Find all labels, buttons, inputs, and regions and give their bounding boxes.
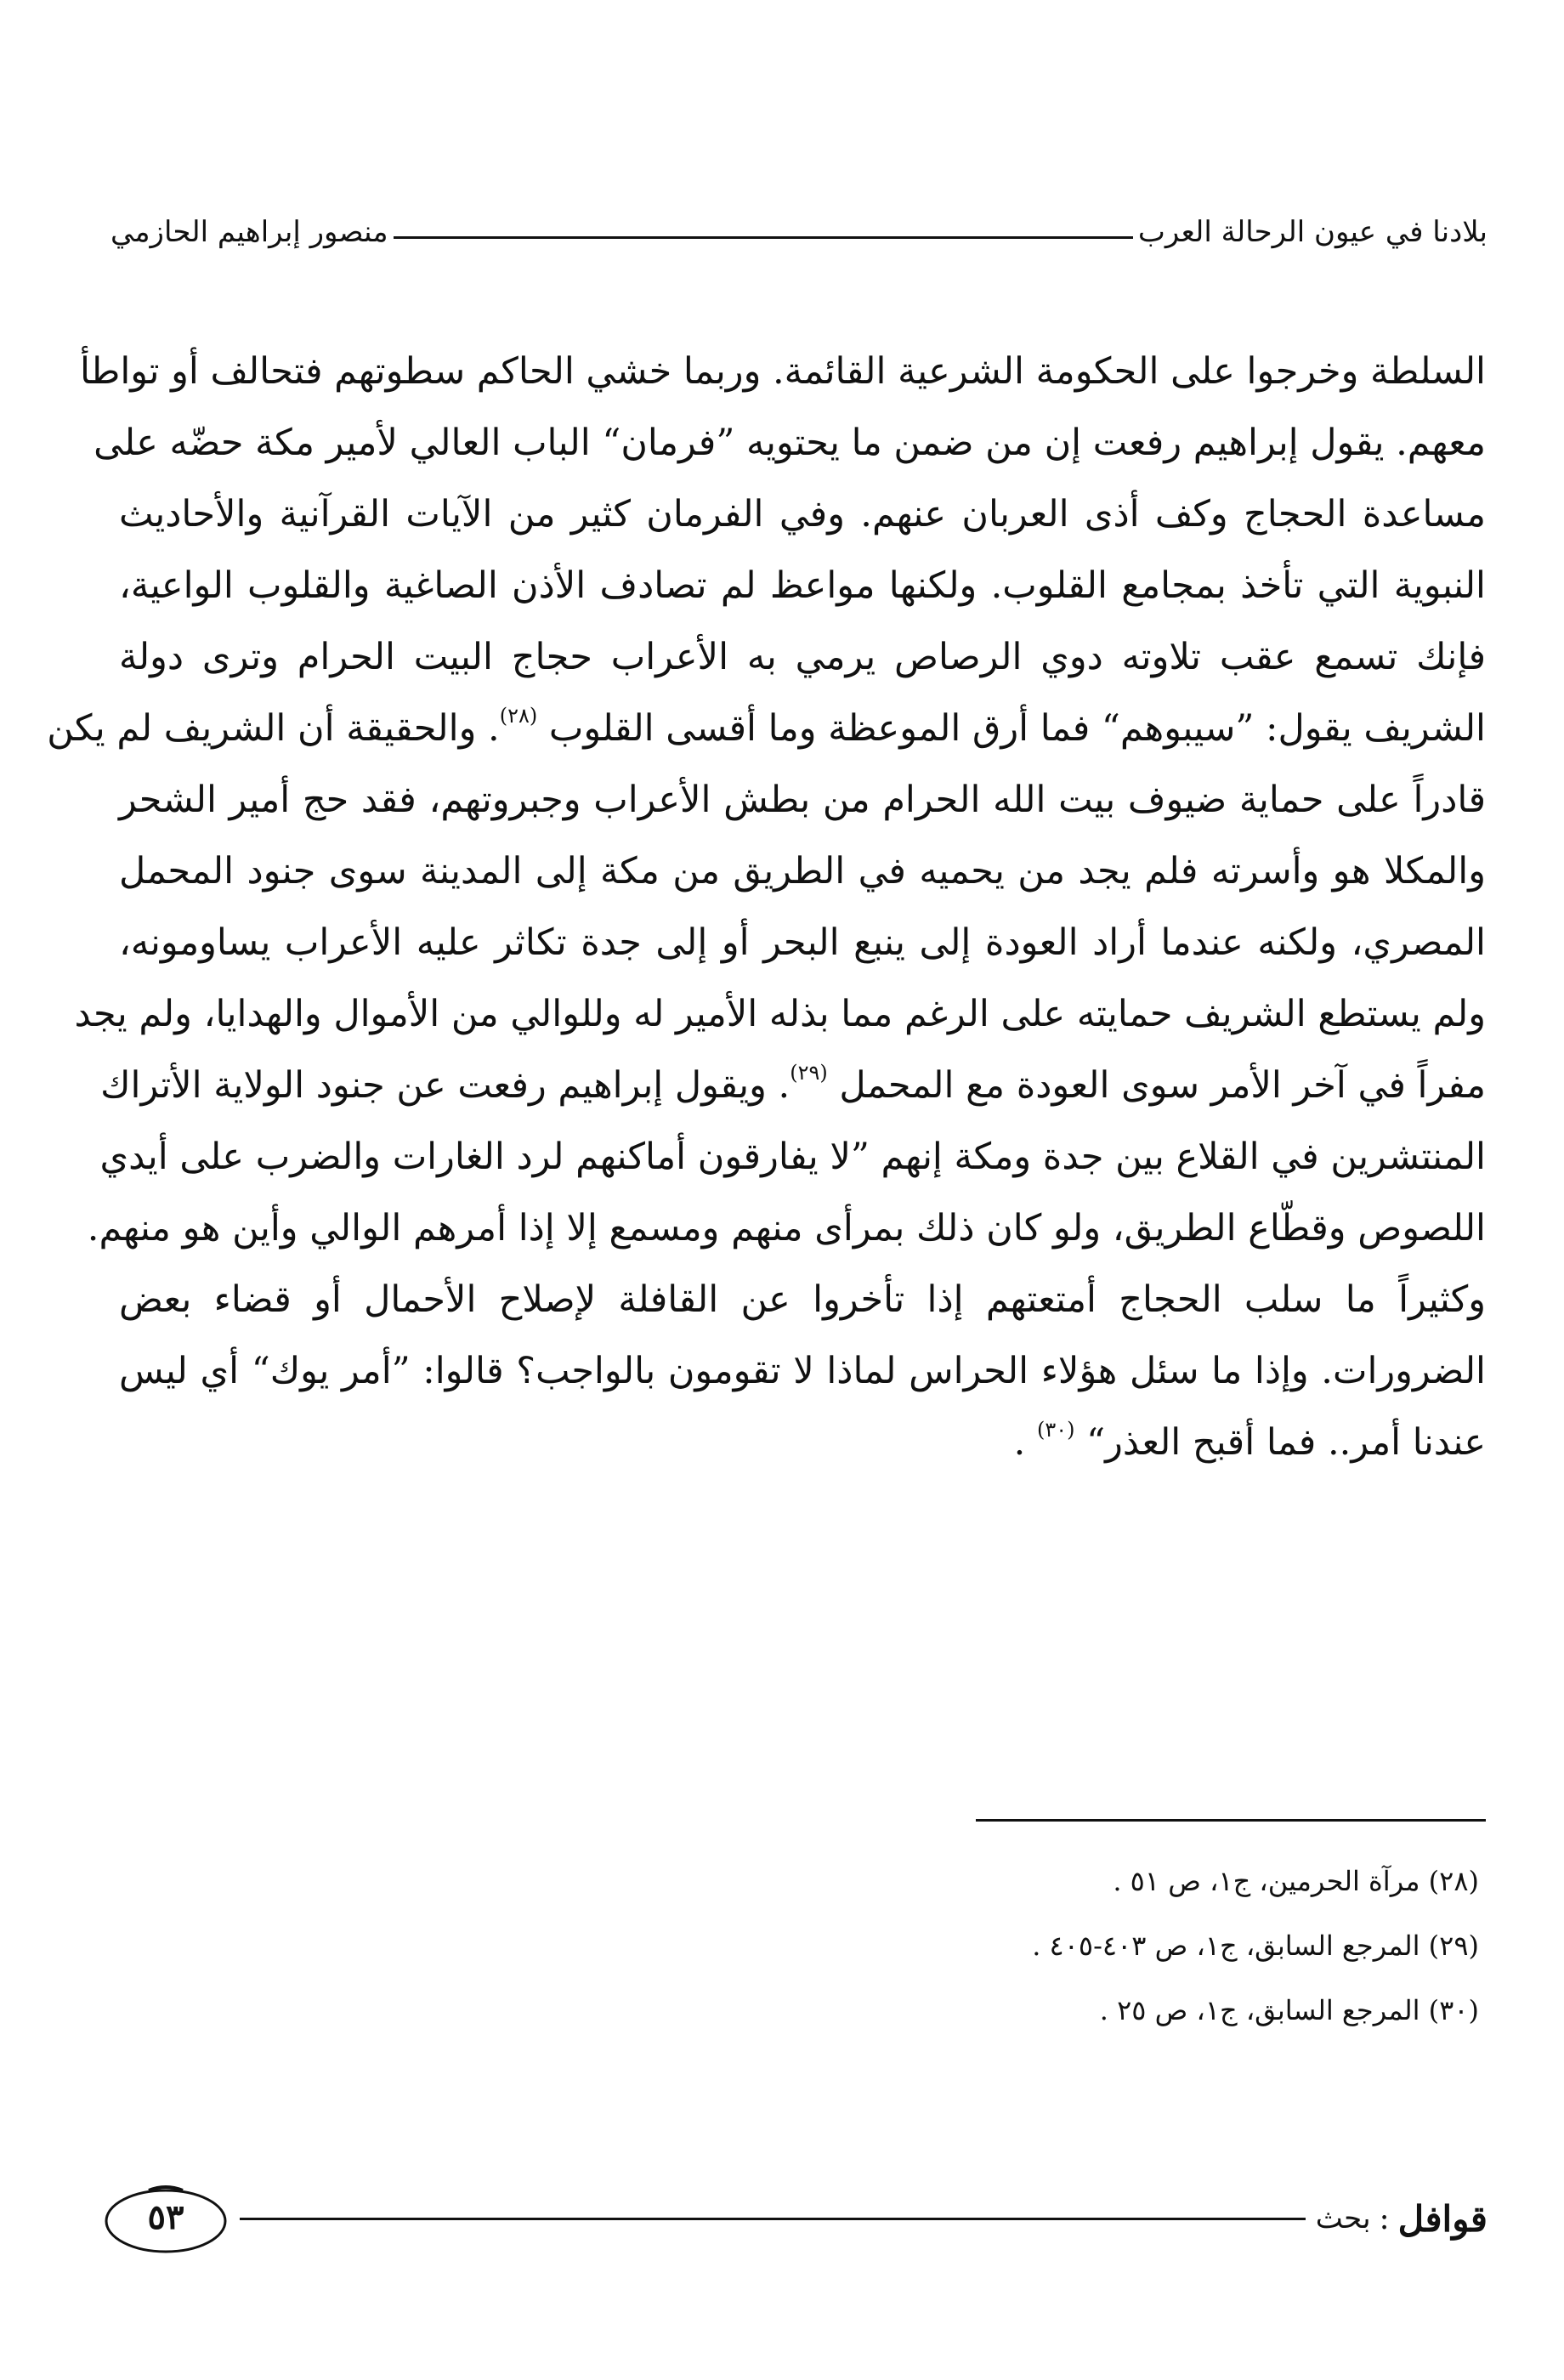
journal-name: قوافل xyxy=(1397,2197,1488,2240)
body-line-text: عندنا أمر.. فما أقبح العذر“ xyxy=(1086,1421,1486,1464)
body-line-with-note xyxy=(47,693,1486,764)
book-title: بلادنا في عيون الرحالة العرب xyxy=(1137,215,1488,249)
body-line-tail: . ويقول إبراهيم رفعت عن جنود الولاية الأتراك xyxy=(100,1064,790,1107)
note-ref-28: (٢٨) xyxy=(499,703,538,728)
footnote-rule xyxy=(976,1819,1486,1822)
footnote-29: (٢٩) المرجع السابق، ج١، ص ٤٠٣-٤٠٥ . xyxy=(1032,1930,1479,1962)
footnote-28: (٢٨) مرآة الحرمين، ج١، ص ٥١ . xyxy=(1113,1865,1479,1897)
body-line: النبوية التي تأخذ بمجامع القلوب. ولكنها مواعظ لم تصادف الأذن الصاغية والقلوب الواعية، xyxy=(119,564,1486,607)
author-name: منصور إبراهيم الحازمي xyxy=(110,215,388,249)
body-paragraph xyxy=(47,336,1486,1478)
body-line: فإنك تسمع عقب تلاوته دوي الرصاص يرمي به الأعراب حجاج البيت الحرام وترى دولة xyxy=(119,636,1486,678)
body-line: قادراً على حماية ضيوف بيت الله الحرام من بطش الأعراب وجبروتهم، فقد حج أمير الشحر xyxy=(119,779,1486,821)
body-line: معهم. يقول إبراهيم رفعت إن من ضمن ما يحتويه ”فرمان“ الباب العالي لأمير مكة حضّه على xyxy=(94,422,1486,464)
body-line: وكثيراً ما سلب الحجاج أمتعتهم إذا تأخروا عن القافلة لإصلاح الأحمال أو قضاء بعض xyxy=(119,1278,1486,1321)
page-number-badge xyxy=(102,2180,230,2257)
body-line-text: الشريف يقول: ”سيبوهم“ فما أرق الموعظة وما أقسى القلوب xyxy=(548,707,1486,750)
section-label: بحث xyxy=(1315,2202,1371,2236)
page-footer xyxy=(102,2172,1488,2265)
body-line: مساعدة الحجاج وكف أذى العربان عنهم. وفي الفرمان كثير من الآيات القرآنية والأحاديث xyxy=(119,493,1486,536)
page-number: ٥٣ xyxy=(147,2197,184,2237)
body-line: والمكلا هو وأسرته فلم يجد من يحميه في الطريق من مكة إلى المدينة سوى جنود المحمل xyxy=(119,850,1486,892)
body-line-tail: . xyxy=(1013,1421,1037,1464)
body-line: اللصوص وقطّاع الطريق، ولو كان ذلك بمرأى منهم ومسمع إلا إذا أمرهم الوالي وأين هو منهم. xyxy=(87,1207,1486,1250)
running-header xyxy=(110,202,1488,262)
body-line: ولم يستطع الشريف حمايته على الرغم مما بذله الأمير له وللوالي من الأموال والهدايا، ولم يجد xyxy=(74,993,1486,1035)
body-line: السلطة وخرجوا على الحكومة الشرعية القائمة. وربما خشي الحاكم سطوتهم فتحالف أو تواطأ xyxy=(80,350,1486,393)
body-line-text: مفراً في آخر الأمر سوى العودة مع المحمل xyxy=(839,1064,1486,1107)
footnote-30: (٣٠) المرجع السابق، ج١، ص ٢٥ . xyxy=(1099,1994,1479,2026)
body-line-tail: . والحقيقة أن الشريف لم يكن xyxy=(47,707,500,750)
body-line-with-note xyxy=(100,1050,1486,1121)
body-line: المصري، ولكنه عندما أراد العودة إلى ينبع البحر أو إلى جدة تكاثر عليه الأعراب يساومونه، xyxy=(119,921,1486,964)
note-ref-30: (٣٠) xyxy=(1036,1417,1075,1442)
header-rule xyxy=(394,236,1133,239)
footnotes xyxy=(544,1849,1479,2043)
footer-rule xyxy=(240,2218,1306,2220)
body-line-with-note xyxy=(119,1407,1486,1478)
body-line: المنتشرين في القلاع بين جدة ومكة إنهم ”لا يفارقون أماكنهم لرد الغارات والضرب على أيدي xyxy=(99,1136,1486,1178)
footer-separator: : xyxy=(1379,2201,1390,2236)
note-ref-29: (٢٩) xyxy=(790,1060,828,1085)
body-line: الضرورات. وإذا ما سئل هؤلاء الحراس لماذا لا تقومون بالواجب؟ قالوا: ”أمر يوك“ أي ليس xyxy=(119,1350,1486,1392)
